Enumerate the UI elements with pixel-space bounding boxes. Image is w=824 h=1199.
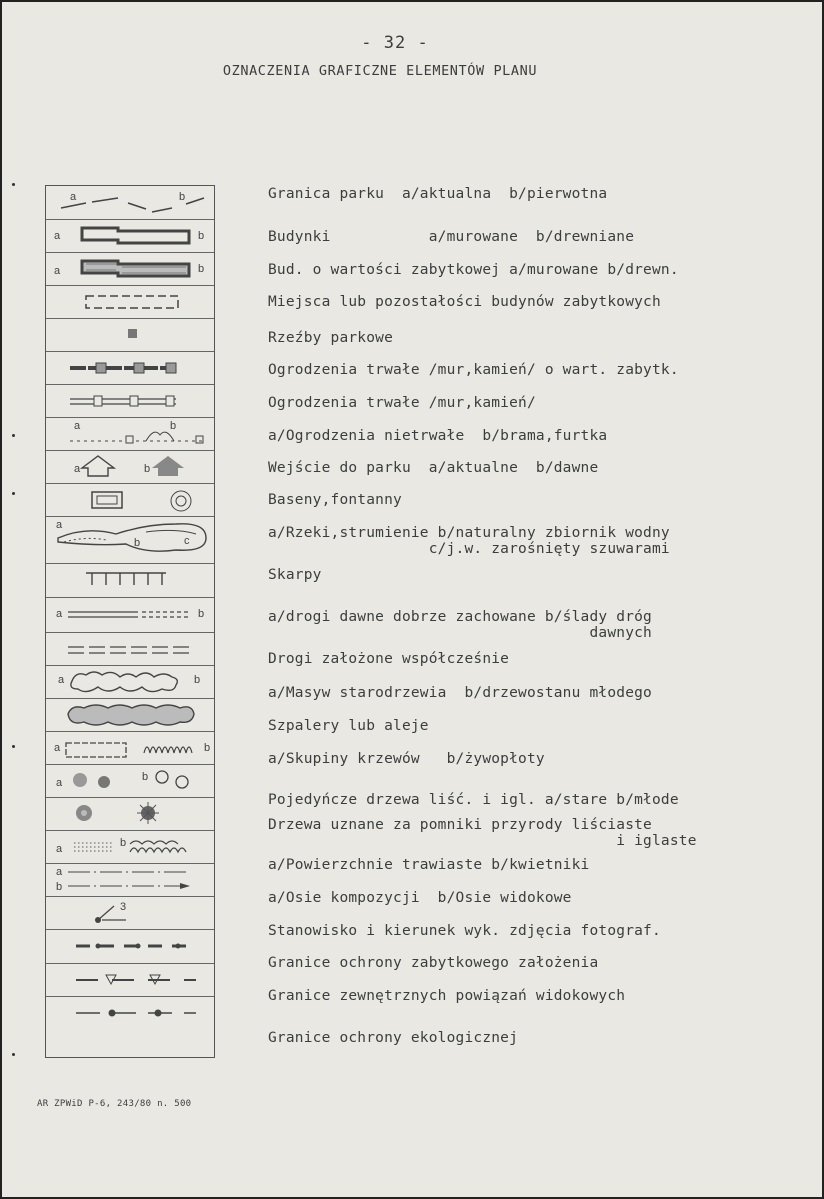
binding-hole-mark [12, 1053, 15, 1056]
heritage-protection-boundary-symbol-graphic [46, 929, 214, 963]
legend-label-single-trees: Pojedyńcze drzewa liść. i igl. a/stare b/młode [268, 792, 679, 808]
legend-label-natural-monuments: Drzewa uznane za pomniki przyrody liściaste i iglaste [268, 817, 697, 849]
legend-label-historic-fences: Ogrodzenia trwałe /mur,kamień/ o wart. zabytk. [268, 362, 679, 378]
historic-fences-symbol-graphic [46, 351, 214, 384]
park-sculptures-symbol-graphic [46, 318, 214, 351]
svg-text:b: b [194, 674, 201, 686]
legend-label-temporary-fences: a/Ogrodzenia nietrwałe b/brama,furtka [268, 428, 608, 444]
svg-text:c: c [184, 535, 190, 547]
legend-symbol-buildings [46, 219, 214, 253]
legend-label-axes: a/Osie kompozycji b/Osie widokowe [268, 890, 572, 906]
legend-symbol-heritage-protection-boundary [46, 929, 214, 964]
natural-monuments-symbol-graphic [46, 797, 214, 830]
legend-symbol-lawns-flowerbeds [46, 830, 214, 864]
legend-symbol-modern-roads [46, 632, 214, 666]
svg-text:a: a [56, 866, 63, 878]
legend-symbol-building-remains [46, 285, 214, 319]
photo-station-symbol-graphic [46, 896, 214, 929]
svg-text:a: a [56, 519, 63, 531]
building-remains-symbol-graphic [46, 285, 214, 318]
park-entrance-symbol-graphic [46, 450, 214, 483]
svg-text:a: a [56, 777, 63, 789]
legend-symbol-temporary-fences [46, 417, 214, 451]
svg-text:a: a [58, 674, 65, 686]
permanent-fences-symbol-graphic [46, 384, 214, 417]
legend-label-park-entrance: Wejście do parku a/aktualne b/dawne [268, 460, 599, 476]
legend-label-historic-buildings: Bud. o wartości zabytkowej a/murowane b/drewn. [268, 262, 679, 278]
svg-text:a: a [74, 463, 81, 475]
legend-symbol-shrubs-hedges [46, 731, 214, 765]
legend-label-alleys: Szpalery lub aleje [268, 718, 429, 734]
legend-symbol-view-links-boundary [46, 963, 214, 997]
svg-text:b: b [198, 230, 205, 242]
modern-roads-symbol-graphic [46, 632, 214, 665]
lawns-flowerbeds-symbol-graphic [46, 830, 214, 863]
svg-text:b: b [142, 771, 149, 783]
alleys-symbol-graphic [46, 698, 214, 731]
legend-symbol-photo-station [46, 896, 214, 930]
binding-hole-mark [12, 492, 15, 495]
print-footer: AR ZPWiD P-6, 243/80 n. 500 [37, 1099, 192, 1109]
legend-symbol-slopes [46, 563, 214, 598]
legend-label-heritage-protection-boundary: Granice ochrony zabytkowego założenia [268, 955, 599, 971]
page-number: - 32 - [361, 33, 429, 53]
svg-text:a: a [74, 420, 81, 432]
legend-symbol-permanent-fences [46, 384, 214, 418]
legend-symbol-column [45, 185, 215, 1058]
axes-symbol-graphic [46, 863, 214, 896]
legend-label-rivers-ponds: a/Rzeki,strumienie b/naturalny zbiornik wodny c/j.w. zarośnięty szuwarami [268, 525, 670, 557]
legend-label-permanent-fences: Ogrodzenia trwałe /mur,kamień/ [268, 395, 536, 411]
legend-label-ecological-protection-boundary: Granice ochrony ekologicznej [268, 1030, 519, 1046]
legend-symbol-natural-monuments [46, 797, 214, 831]
legend-label-park-boundary: Granica parku a/aktualna b/pierwotna [268, 186, 608, 202]
legend-label-pools-fountains: Baseny,fontanny [268, 492, 402, 508]
svg-text:a: a [56, 843, 63, 855]
legend-symbol-park-sculptures [46, 318, 214, 352]
park-boundary-symbol-graphic [46, 186, 214, 219]
ecological-protection-boundary-symbol-graphic [46, 996, 214, 1057]
legend-label-slopes: Skarpy [268, 567, 322, 583]
legend-symbol-tree-stands [46, 665, 214, 699]
buildings-symbol-graphic [46, 219, 214, 252]
legend-symbol-historic-fences [46, 351, 214, 385]
legend-label-buildings: Budynki a/murowane b/drewniane [268, 229, 635, 245]
svg-text:a: a [54, 265, 61, 277]
legend-symbol-pools-fountains [46, 483, 214, 517]
svg-text:b: b [56, 881, 63, 893]
legend-symbol-park-boundary [46, 186, 214, 220]
legend-label-modern-roads: Drogi założone współcześnie [268, 651, 510, 667]
svg-text:b: b [120, 837, 127, 849]
legend-label-park-sculptures: Rzeźby parkowe [268, 330, 394, 346]
old-roads-symbol-graphic [46, 597, 214, 632]
svg-text:b: b [198, 608, 205, 620]
svg-text:b: b [134, 537, 141, 549]
svg-text:b: b [144, 463, 151, 475]
svg-text:3: 3 [120, 901, 127, 913]
legend-symbol-axes [46, 863, 214, 897]
tree-stands-symbol-graphic [46, 665, 214, 698]
view-links-boundary-symbol-graphic [46, 963, 214, 996]
legend-label-building-remains: Miejsca lub pozostałości budynów zabytkowych [268, 294, 661, 310]
svg-text:b: b [198, 263, 205, 275]
legend-label-lawns-flowerbeds: a/Powierzchnie trawiaste b/kwietniki [268, 857, 590, 873]
legend-label-shrubs-hedges: a/Skupiny krzewów b/żywopłoty [268, 751, 545, 767]
svg-text:a: a [56, 608, 63, 620]
slopes-symbol-graphic [46, 563, 214, 597]
legend-symbol-historic-buildings [46, 252, 214, 286]
single-trees-symbol-graphic [46, 764, 214, 797]
shrubs-hedges-symbol-graphic [46, 731, 214, 764]
legend-label-photo-station: Stanowisko i kierunek wyk. zdjęcia fotograf. [268, 923, 661, 939]
svg-text:b: b [170, 420, 177, 432]
svg-text:a: a [54, 742, 61, 754]
legend-symbol-single-trees [46, 764, 214, 798]
page-title: OZNACZENIA GRAFICZNE ELEMENTÓW PLANU [222, 63, 538, 79]
legend-symbol-rivers-ponds [46, 516, 214, 564]
binding-hole-mark [12, 745, 15, 748]
temporary-fences-symbol-graphic [46, 417, 214, 450]
legend-symbol-park-entrance [46, 450, 214, 484]
binding-hole-mark [12, 183, 15, 186]
legend-symbol-ecological-protection-boundary [46, 996, 214, 1057]
legend-label-view-links-boundary: Granice zewnętrznych powiązań widokowych [268, 988, 626, 1004]
pools-fountains-symbol-graphic [46, 483, 214, 516]
svg-text:a: a [54, 230, 61, 242]
legend-symbol-alleys [46, 698, 214, 732]
legend-label-old-roads: a/drogi dawne dobrze zachowane b/ślady dróg dawnych [268, 609, 652, 641]
svg-text:a: a [70, 191, 77, 203]
legend-label-tree-stands: a/Masyw starodrzewia b/drzewostanu młodego [268, 685, 652, 701]
rivers-ponds-symbol-graphic [46, 516, 214, 563]
svg-text:b: b [179, 191, 186, 203]
svg-text:b: b [204, 742, 211, 754]
legend-symbol-old-roads [46, 597, 214, 633]
historic-buildings-symbol-graphic [46, 252, 214, 285]
binding-hole-mark [12, 434, 15, 437]
